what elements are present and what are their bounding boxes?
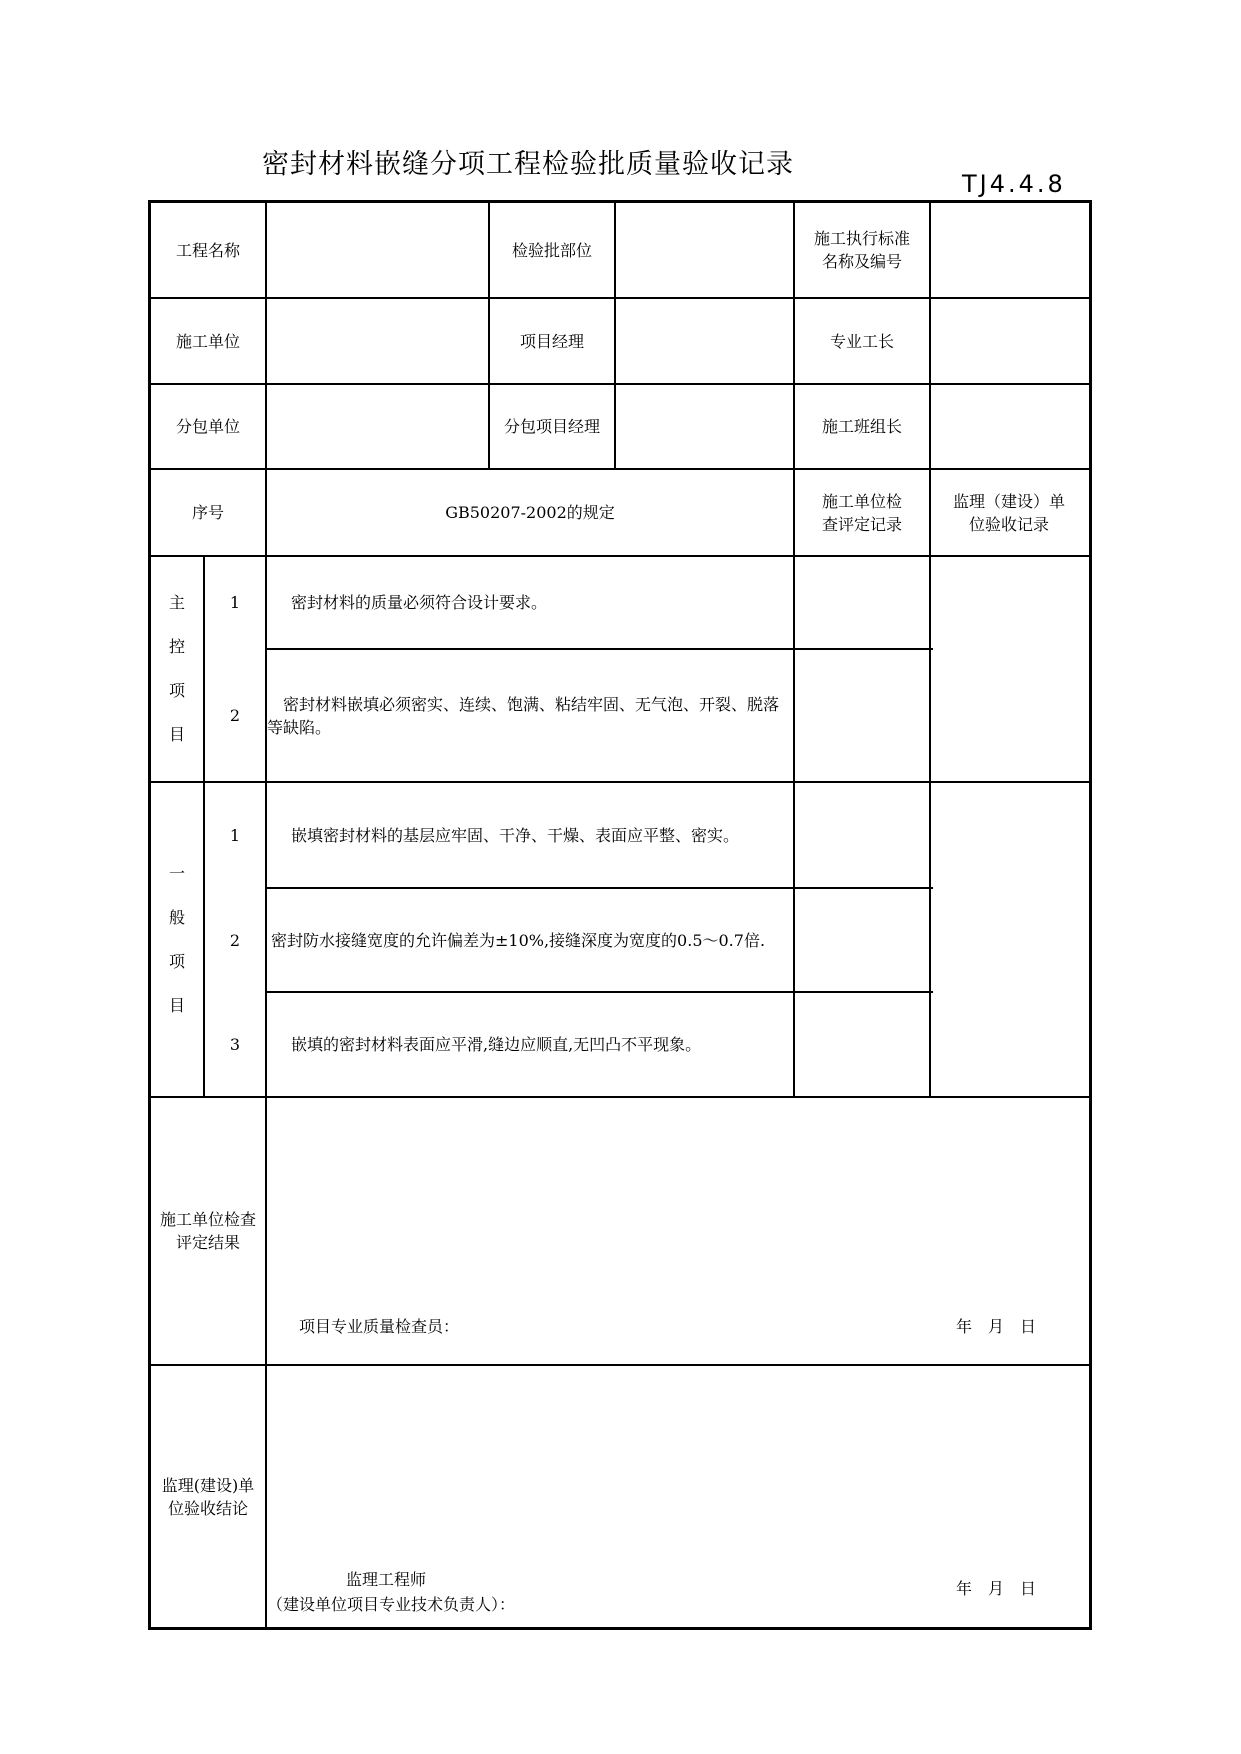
general-items-group-label [151, 783, 203, 1096]
field-foreman[interactable] [931, 299, 1089, 383]
group-label-char: 控 [168, 637, 185, 656]
general-item-contractor-record[interactable] [795, 783, 929, 887]
general-item-no: 3 [229, 1035, 241, 1054]
general-item-contractor-record[interactable] [795, 889, 929, 991]
inspection-form [148, 200, 1092, 1630]
group-label-char: 项 [168, 681, 185, 700]
label-project-name: 工程名称 [175, 240, 240, 260]
label-team-leader: 施工班组长 [821, 417, 902, 436]
field-inspection-lot-part[interactable] [616, 203, 793, 297]
main-items-supervisor-record[interactable] [931, 557, 1089, 781]
field-supervisor-conclusion[interactable] [267, 1366, 1089, 1566]
main-item-text: 密封材料嵌填必须密实、连续、饱满、粘结牢固、无气泡、开裂、脱落等缺陷。 [267, 694, 780, 737]
label-construction-unit: 施工单位 [175, 331, 240, 351]
group-label-char: 目 [168, 725, 185, 744]
general-item-text: 密封防水接缝宽度的允许偏差为±10%,接缝深度为宽度的0.5～0.7倍. [271, 930, 766, 950]
group-label-char: 目 [168, 995, 185, 1015]
field-project-name[interactable] [267, 203, 488, 297]
label-contractor-result: 施工单位检查评定结果 [159, 1210, 256, 1252]
field-construction-unit[interactable] [267, 299, 488, 383]
document-title: 密封材料嵌缝分项工程检验批质量验收记录 [262, 149, 794, 180]
group-label-char: 项 [168, 951, 185, 971]
column-supervisor-record: 监理（建设）单位验收记录 [952, 491, 1065, 534]
main-item-no: 2 [229, 706, 241, 725]
column-contractor-record: 施工单位检查评定记录 [821, 491, 902, 534]
field-team-leader[interactable] [931, 385, 1089, 468]
general-item-no: 1 [229, 825, 241, 845]
supervisor-date: 年 月 日 [956, 1578, 1037, 1598]
contractor-date: 年 月 日 [956, 1316, 1037, 1336]
label-project-manager: 项目经理 [519, 331, 584, 351]
field-standard[interactable] [931, 203, 1089, 297]
group-label-char: 一 [168, 863, 185, 883]
main-item-text: 密封材料的质量必须符合设计要求。 [275, 593, 548, 612]
general-item-no: 2 [229, 930, 241, 950]
column-seq: 序号 [191, 503, 224, 522]
label-standard: 施工执行标准名称及编号 [813, 229, 910, 271]
main-item-contractor-record[interactable] [795, 557, 929, 648]
supervisor-engineer-label: 监理工程师 [346, 1569, 427, 1589]
field-sub-project-manager[interactable] [616, 385, 793, 468]
field-subcontractor[interactable] [267, 385, 488, 468]
general-item-contractor-record[interactable] [795, 993, 929, 1096]
label-supervisor-conclusion: 监理(建设)单位验收结论 [161, 1475, 255, 1518]
label-inspection-lot-part: 检验批部位 [511, 240, 592, 260]
label-sub-project-manager: 分包项目经理 [503, 417, 600, 436]
general-item-text: 嵌填的密封材料表面应平滑,缝边应顺直,无凹凸不平现象。 [275, 1035, 702, 1054]
general-item-text: 嵌填密封材料的基层应牢固、干净、干燥、表面应平整、密实。 [275, 825, 740, 845]
contractor-inspector-label: 项目专业质量检查员： [299, 1316, 460, 1336]
field-project-manager[interactable] [616, 299, 793, 383]
label-subcontractor: 分包单位 [175, 417, 240, 436]
main-items-group-label [151, 557, 203, 781]
field-contractor-result[interactable] [267, 1098, 1089, 1308]
group-label-char: 主 [168, 593, 185, 612]
supervisor-engineer-note: （建设单位项目专业技术负责人）： [267, 1594, 516, 1614]
main-item-no: 1 [229, 593, 241, 612]
label-foreman: 专业工长 [829, 331, 894, 351]
form-code: TJ4.4.8 [962, 170, 1066, 198]
group-label-char: 般 [168, 907, 185, 927]
general-items-supervisor-record[interactable] [931, 783, 1089, 1096]
main-item-contractor-record[interactable] [795, 650, 929, 781]
column-spec: GB50207-2002的规定 [445, 503, 615, 522]
